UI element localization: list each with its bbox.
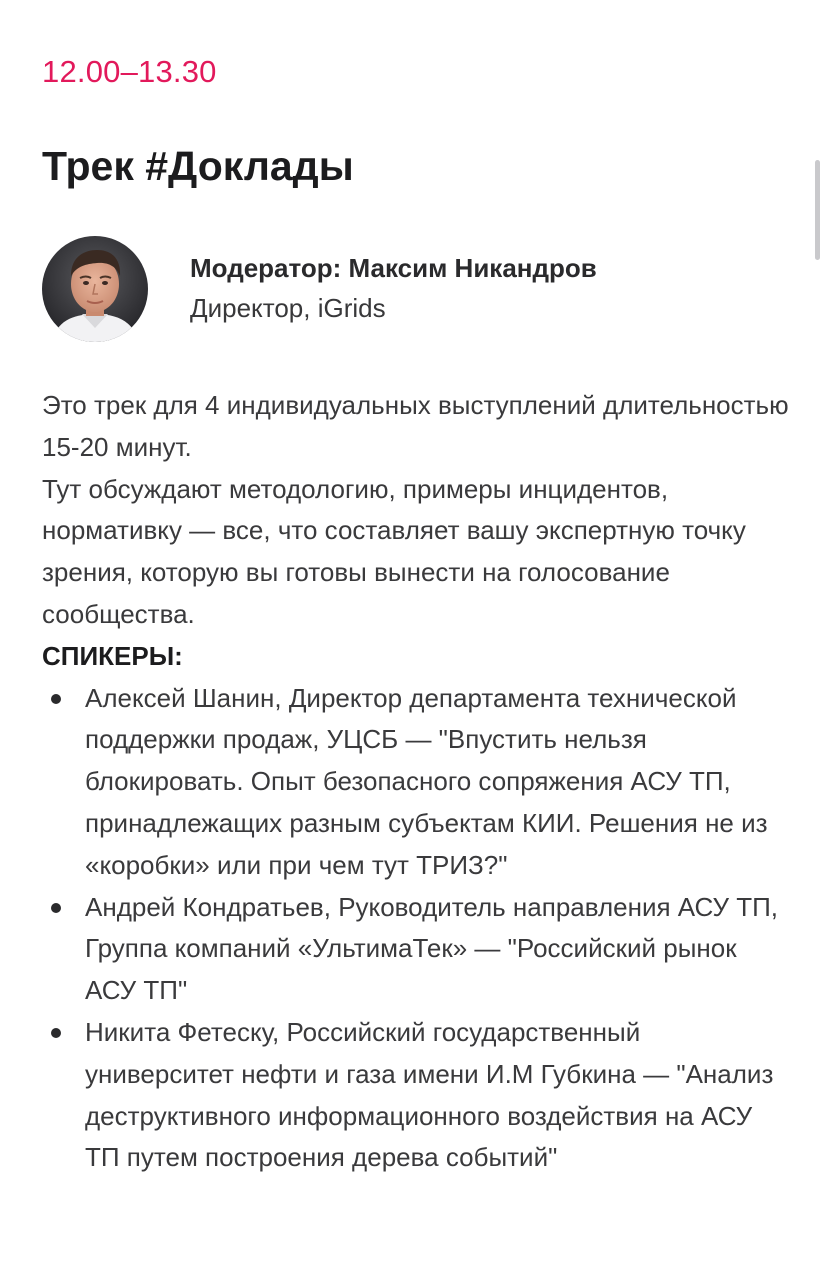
track-content <box>42 385 802 1179</box>
description-line-2: Тут обсуждают методологию, примеры инцидентов, нормативку — все, что составляет вашу экспертную точку зрения, которую вы готовы вынести на голосование сообщества. <box>42 473 746 629</box>
moderator-avatar <box>42 236 148 342</box>
bullet-icon <box>51 694 61 704</box>
speaker-text: Никита Фетеску, Российский государственный университет нефти и газа имени И.М Губкина — "Анализ деструктивного информационного воздействия на АСУ ТП путем построения дерева событий" <box>85 1016 774 1173</box>
speaker-item <box>42 887 790 1012</box>
track-title: Трек #Доклады <box>42 143 354 189</box>
moderator-info <box>190 248 597 328</box>
speaker-item <box>42 678 790 887</box>
speakers-list <box>42 678 802 1180</box>
speakers-heading: СПИКЕРЫ: <box>42 640 183 671</box>
bullet-icon <box>51 903 61 913</box>
bullet-icon <box>51 1028 61 1038</box>
description-line-1: Это трек для 4 индивидуальных выступлений длительностью 15-20 минут. <box>42 390 789 462</box>
speaker-text: Алексей Шанин, Директор департамента технической поддержки продаж, УЦСБ — "Впустить нельзя блокировать. Опыт безопасного сопряжения АСУ ТП, принадлежащих разным субъектам КИИ. Решения не из «коробки» или при чем тут ТРИЗ?" <box>85 682 768 880</box>
scrollbar[interactable] <box>815 160 820 260</box>
speaker-text: Андрей Кондратьев, Руководитель направления АСУ ТП, Группа компаний «УльтимаТек» — "Российский рынок АСУ ТП" <box>85 891 778 1006</box>
event-time: 12.00–13.30 <box>42 54 217 89</box>
moderator-role: Директор, iGrids <box>190 293 386 323</box>
moderator-name: Модератор: Максим Никандров <box>190 253 597 283</box>
speaker-item <box>42 1012 790 1179</box>
